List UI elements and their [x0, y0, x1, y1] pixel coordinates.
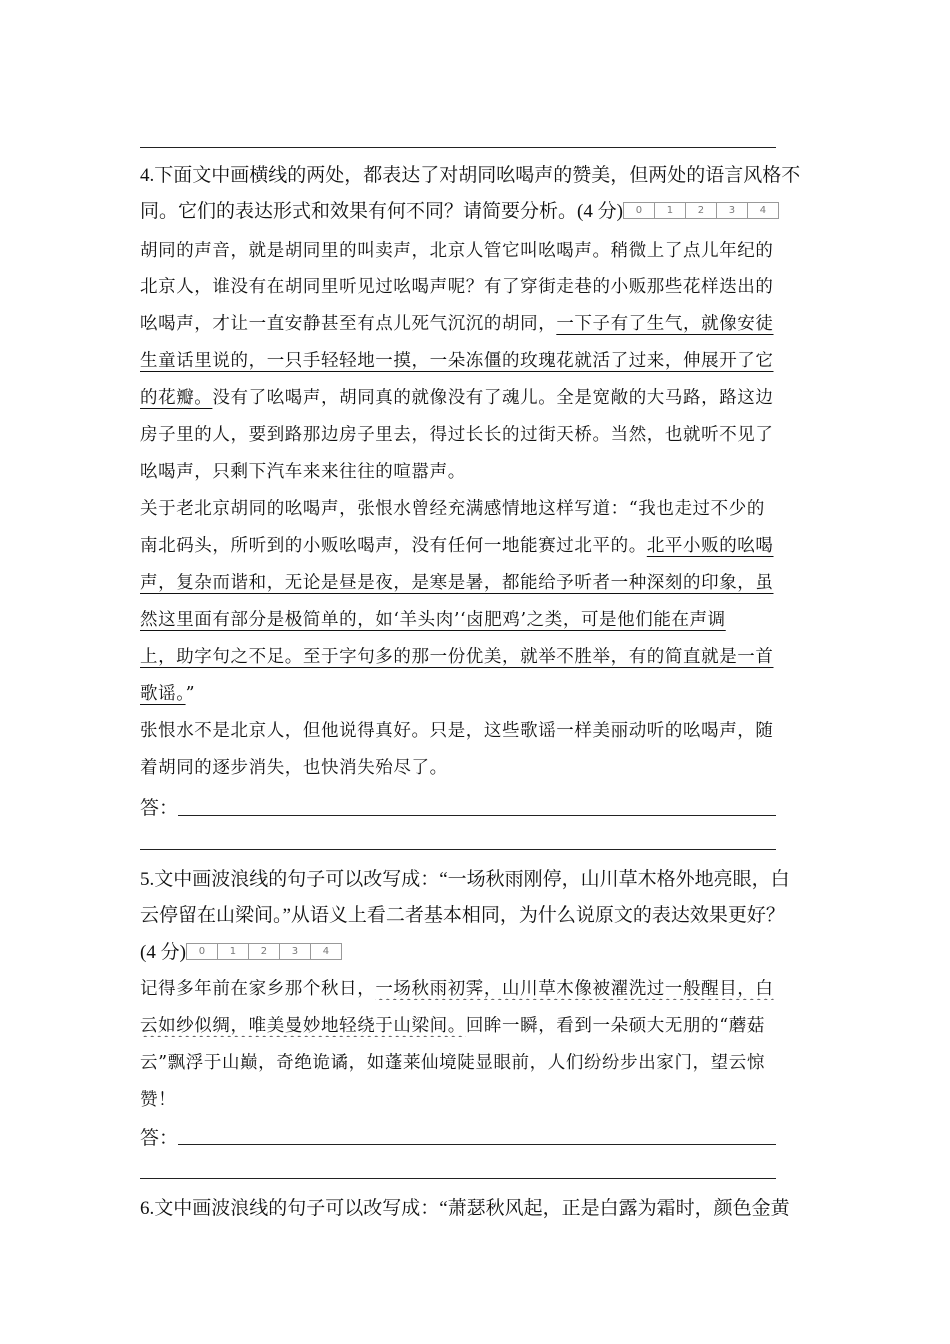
passage-line: 北京人，谁没有在胡同里听见过吆喝声呢？有了穿街走巷的小贩那些花样迭出的 [140, 277, 774, 297]
answer-label: 答： [140, 798, 179, 819]
score-box[interactable] [623, 202, 779, 219]
passage-line: 赞！ [140, 1090, 177, 1110]
score-option[interactable]: 4 [747, 203, 778, 218]
underlined-text: 上，助字句之不足。至于字句多的那一份优美，就举不胜举，有的简直就是一首 [140, 647, 774, 667]
question-4-text: 4.下面文中画横线的两处，都表达了对胡同吆喝声的赞美，但两处的语言风格不 [140, 165, 801, 186]
score-option[interactable]: 3 [716, 203, 747, 218]
passage-line [140, 643, 812, 668]
passage-line [140, 569, 812, 594]
passage-line: 吆喝声，只剩下汽车来来往往的喧嚣声。 [140, 462, 466, 482]
question-5-text: 5.文中画波浪线的句子可以改写成：“一场秋雨刚停，山川草木格外地亮眼，白 [140, 869, 790, 890]
underlined-text: 的花瓣。 [140, 388, 213, 408]
score-box[interactable] [186, 943, 342, 960]
question-5-text: (4 分) 0 1 2 3 4 [140, 937, 812, 964]
passage-line: 张恨水不是北京人，但他说得真好。只是，这些歌谣一样美丽动听的吆喝声，随 [140, 721, 774, 741]
underlined-text: 北平小贩的吆喝 [646, 536, 774, 556]
underlined-text: 歌谣。 [140, 684, 186, 704]
passage-line: 歌谣。” [140, 684, 196, 704]
score-option[interactable]: 1 [654, 203, 685, 218]
wavy-underlined-text: 一场秋雨初霁，山川草木像被濯洗过一般醒目，白 [375, 979, 774, 999]
passage-line: 着胡同的逐步消失，也快消失殆尽了。 [140, 758, 448, 778]
answer-line[interactable] [178, 1144, 776, 1145]
wavy-underlined-text: 云如纱似绸，唯美曼妙地轻绕于山梁间。 [140, 1016, 466, 1036]
score-option[interactable]: 4 [310, 944, 341, 959]
passage-line: 云”飘浮于山巅，奇绝诡谲，如蓬莱仙境陡显眼前，人们纷纷步出家门，望云惊 [140, 1053, 765, 1073]
score-option[interactable]: 0 [635, 205, 643, 217]
score-option[interactable]: 2 [685, 203, 716, 218]
question-6-text: 6.文中画波浪线的句子可以改写成：“萧瑟秋风起，正是白露为霜时，颜色金黄 [140, 1198, 790, 1219]
answer-line[interactable] [140, 1178, 776, 1179]
passage-line: 关于老北京胡同的吆喝声，张恨水曾经充满感情地这样写道：“我也走过不少的 [140, 499, 765, 519]
passage-line [140, 347, 812, 372]
question-4-text: 同。它们的表达形式和效果有何不同？请简要分析。(4 分) 0 1 2 3 4 [140, 196, 812, 223]
question-5-text: 云停留在山梁间。”从语义上看二者基本相同，为什么说原文的表达效果更好？ [140, 905, 785, 926]
score-option[interactable]: 3 [279, 944, 310, 959]
underlined-text: 然这里面有部分是极简单的，如‘羊头肉’‘卤肥鸡’之类，可是他们能在声调 [140, 610, 726, 630]
passage-line: 的花瓣。没有了吆喝声，胡同真的就像没有了魂儿。全是宽敞的大马路，路这边 [140, 388, 774, 408]
passage-line [140, 606, 812, 631]
answer-line[interactable] [140, 849, 776, 850]
passage-line: 胡同的声音，就是胡同里的叫卖声，北京人管它叫吆喝声。稍微上了点儿年纪的 [140, 241, 774, 261]
passage-line: 房子里的人，要到路那边房子里去，得过长长的过街天桥。当然，也就听不见了 [140, 425, 774, 445]
underlined-text: 声，复杂而谐和，无论是昼是夜，是寒是暑，都能给予听者一种深刻的印象，虽 [140, 573, 774, 593]
score-option[interactable]: 2 [248, 944, 279, 959]
answer-line [140, 147, 776, 148]
passage-line: 吆喝声，才让一直安静甚至有点儿死气沉沉的胡同，一下子有了生气，就像安徒 [140, 314, 774, 334]
score-option[interactable]: 1 [217, 944, 248, 959]
score-option[interactable]: 0 [198, 946, 206, 958]
answer-label: 答： [140, 1128, 179, 1149]
answer-line[interactable] [178, 815, 776, 816]
underlined-text: 一下子有了生气，就像安徒 [556, 314, 774, 334]
passage-line: 南北码头，所听到的小贩吆喝声，没有任何一地能赛过北平的。北平小贩的吆喝 [140, 536, 774, 556]
passage-line: 云如纱似绸，唯美曼妙地轻绕于山梁间。回眸一瞬，看到一朵硕大无朋的“蘑菇 [140, 1016, 765, 1036]
passage-line: 记得多年前在家乡那个秋日，一场秋雨初霁，山川草木像被濯洗过一般醒目，白 [140, 979, 774, 999]
underlined-text: 生童话里说的，一只手轻轻地一摸，一朵冻僵的玫瑰花就活了过来，伸展开了它 [140, 351, 774, 371]
